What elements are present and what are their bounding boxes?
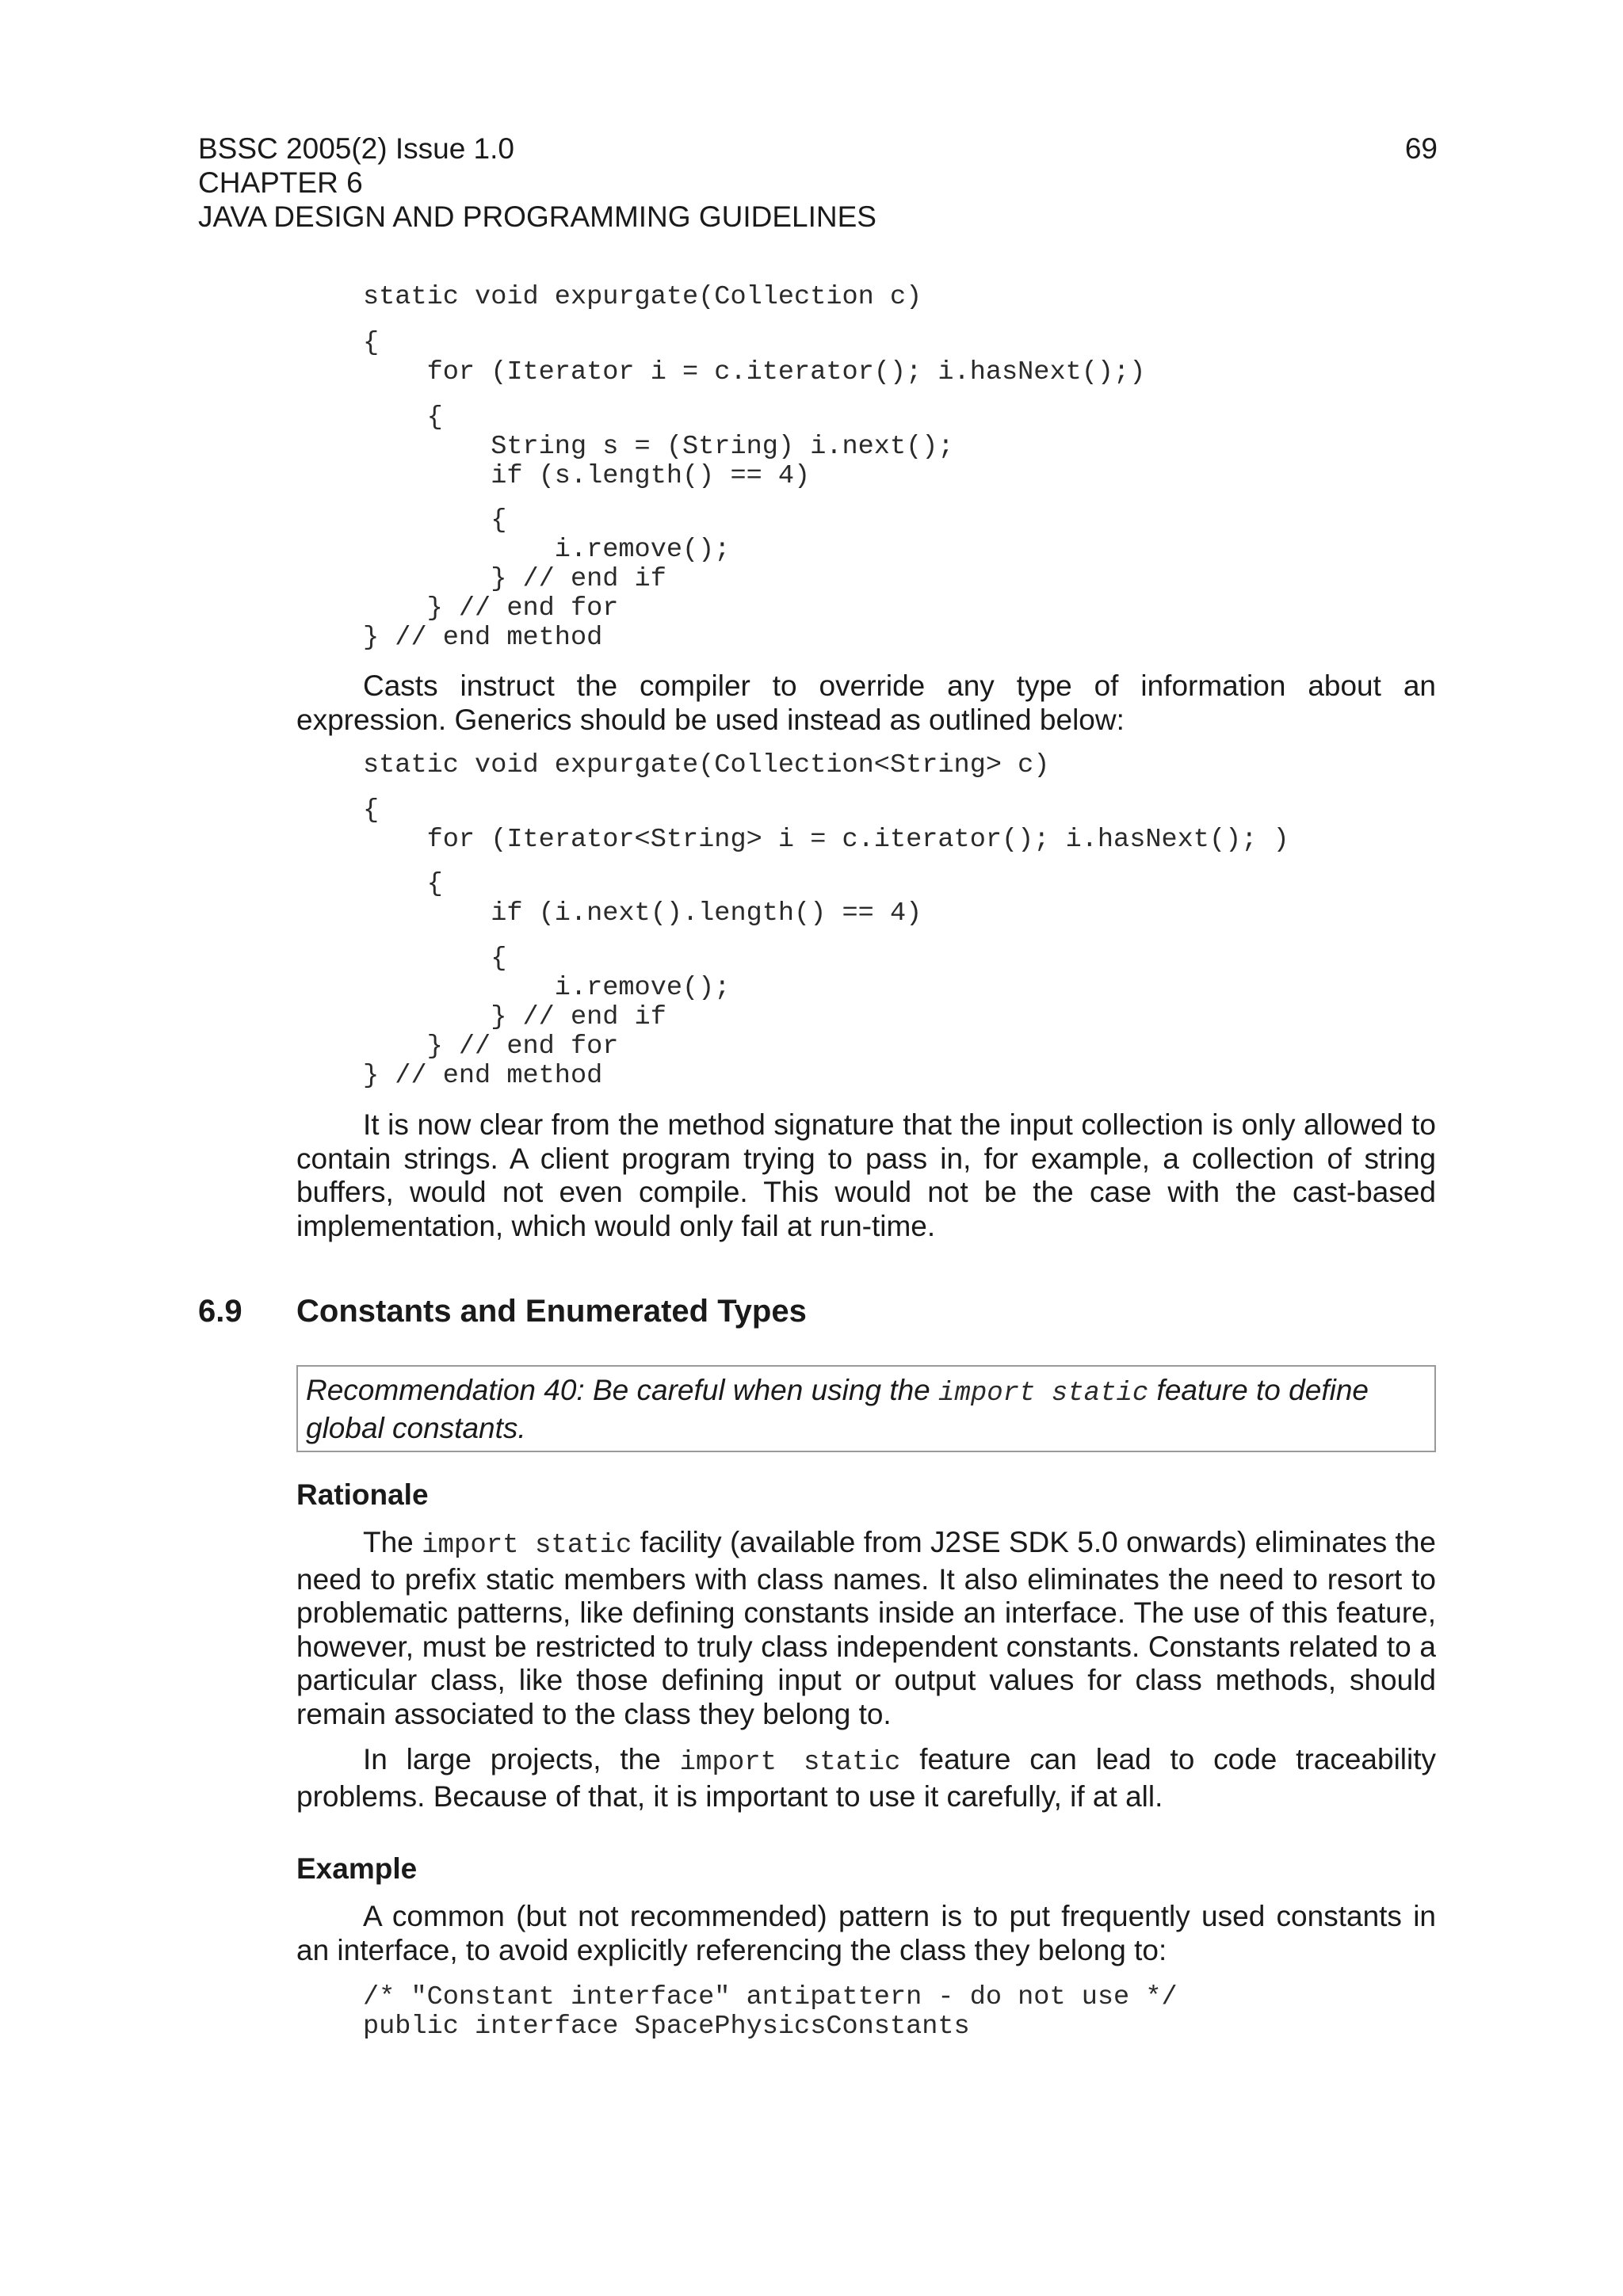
code-block-constant-interface: /* "Constant interface" antipattern - do not use */ public interface SpacePhysicsConstants [363, 1982, 1178, 2042]
code-block-cast-signature: static void expurgate(Collection c) [363, 282, 922, 312]
rationale-paragraph-1: The import static facility (available from J2SE SDK 5.0 onwards) eliminates the need to prefix static members with class names. It also eliminates the need to resort to problematic patterns, like defining constants inside an interface. The use of this feature, however, must be restricted to truly class independent constants. Constants related to a particular class, like those defining input or output values for class methods, should remain associated to the class they belong to. [296, 1526, 1436, 1730]
recommendation-code: import static [938, 1379, 1149, 1409]
header-chapter-title: JAVA DESIGN AND PROGRAMMING GUIDELINES [198, 200, 876, 233]
code-block-cast-end: { i.remove(); } // end if } // end for } // end method [363, 505, 731, 653]
code-block-generic-loop: { for (Iterator<String> i = c.iterator(); i.hasNext(); ) [363, 795, 1289, 855]
rationale-heading: Rationale [296, 1478, 429, 1511]
inline-code: import static [679, 1748, 901, 1778]
code-block-generic-signature: static void expurgate(Collection<String> c) [363, 750, 1050, 780]
section-title: Constants and Enumerated Types [296, 1294, 807, 1329]
paragraph-method-signature: It is now clear from the method signature that the input collection is only allowed to contain strings. A client program trying to pass in, for example, a collection of string buffers, would not even compile. This would not be the case with the cast-based implementation, which would only fail at run-time. [296, 1108, 1436, 1242]
page-number: 69 [1404, 132, 1438, 165]
code-block-cast-body: { String s = (String) i.next(); if (s.length() == 4) [426, 402, 954, 491]
rationale-paragraph-2: In large projects, the import static feature can lead to code traceability problems. Because of that, it is important to use it carefully, if at all. [296, 1743, 1437, 1813]
example-paragraph: A common (but not recommended) pattern is to put frequently used constants in an interface, to avoid explicitly referencing the class they belong to: [296, 1900, 1436, 1966]
section-number: 6.9 [198, 1294, 242, 1329]
paragraph-casts: Casts instruct the compiler to override any type of information about an expression. Generics should be used instead as outlined below: [296, 669, 1436, 736]
header-document-id: BSSC 2005(2) Issue 1.0 [198, 132, 514, 165]
recommendation-text: Recommendation 40: Be careful when using the import static feature to define global constants. [306, 1374, 1369, 1444]
recommendation-box [296, 1365, 1436, 1452]
code-block-cast-loop: { for (Iterator i = c.iterator(); i.hasNext();) [363, 328, 1146, 387]
header-chapter: CHAPTER 6 [198, 166, 363, 199]
code-block-generic-body: { if (i.next().length() == 4) [426, 869, 922, 929]
example-heading: Example [296, 1852, 418, 1885]
inline-code: import static [422, 1531, 632, 1561]
code-block-generic-end: { i.remove(); } // end if } // end for } // end method [363, 944, 731, 1091]
